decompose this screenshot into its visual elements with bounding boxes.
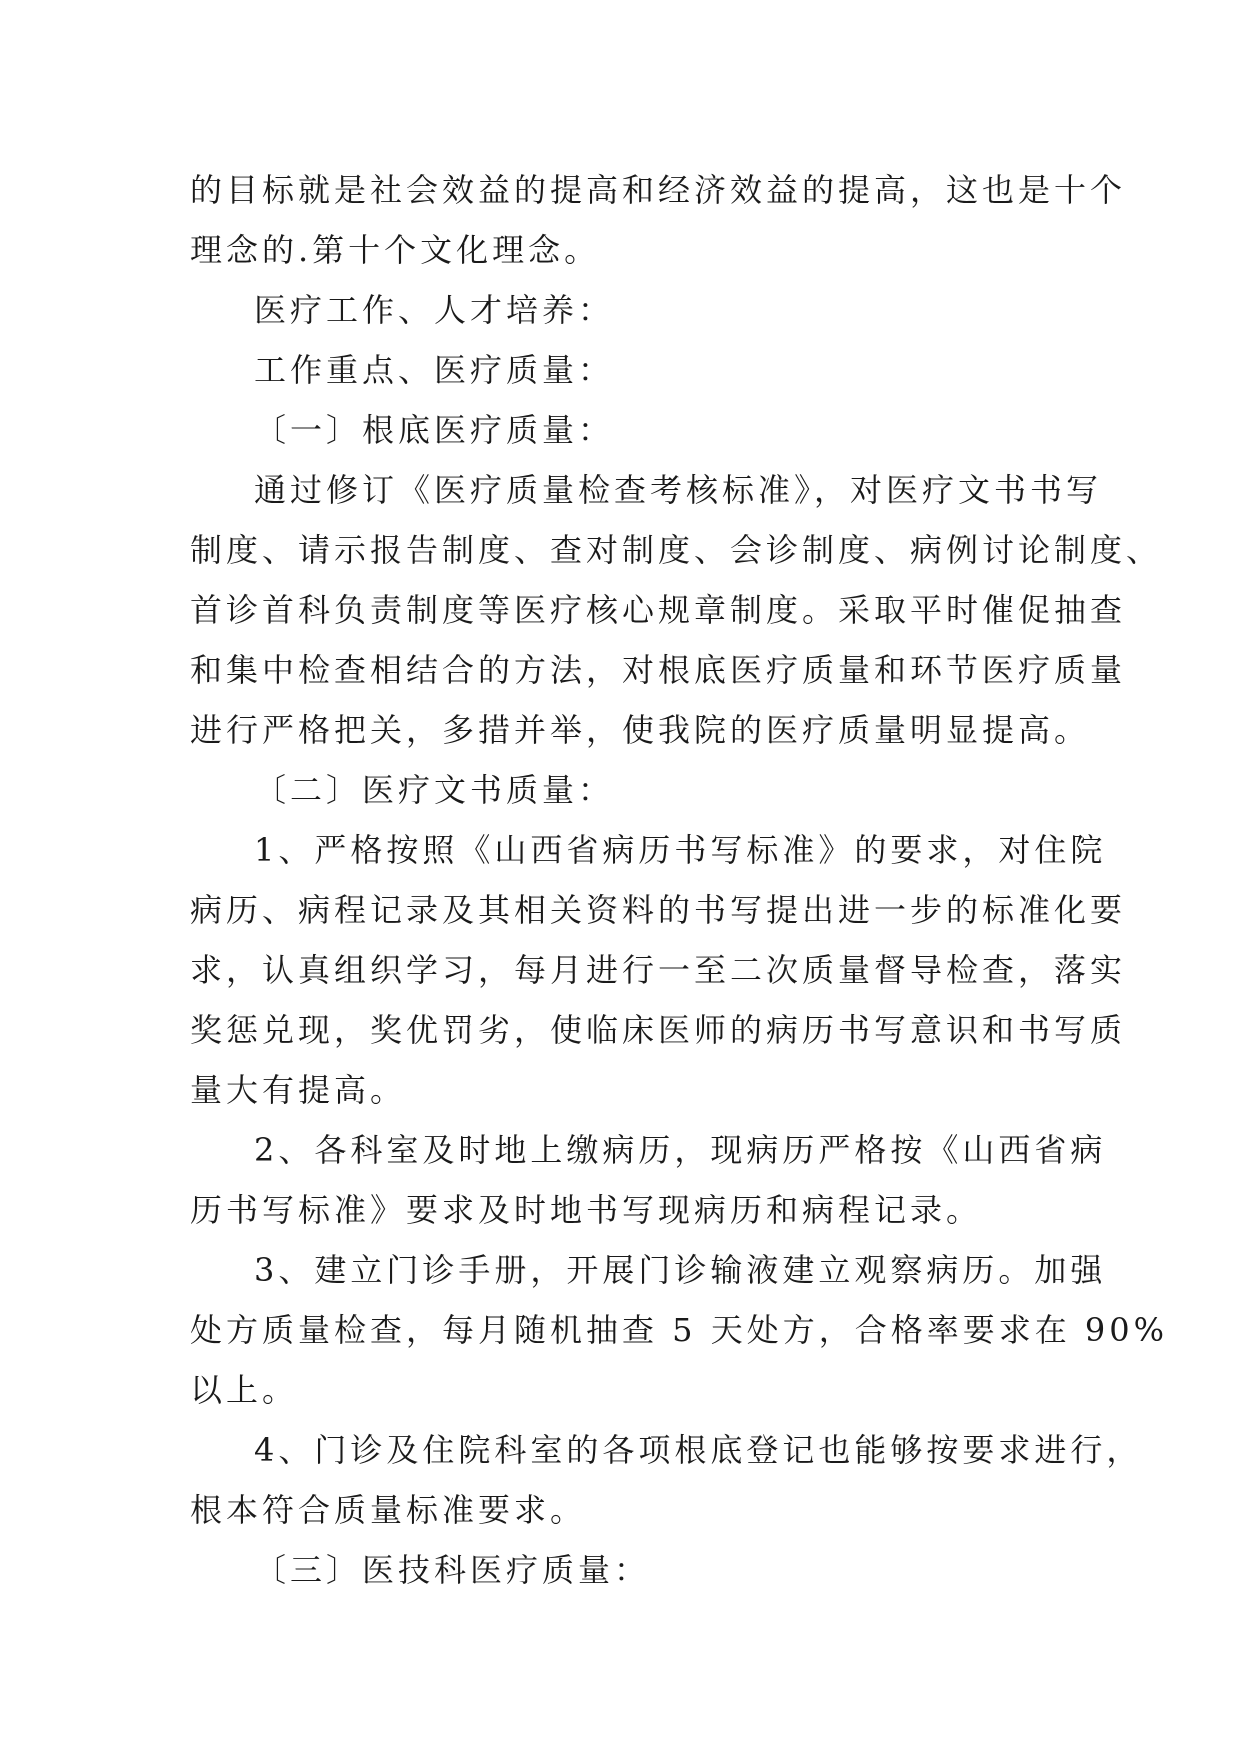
section-heading: 医疗工作、人才培养： — [254, 291, 615, 329]
paragraph-line: 根本符合质量标准要求。 — [190, 1491, 587, 1529]
paragraph-line: 和集中检查相结合的方法，对根底医疗质量和环节医疗质量 — [190, 651, 1127, 689]
paragraph-line: 通过修订《医疗质量检查考核标准》，对医疗文书书写 — [254, 471, 1103, 509]
paragraph-line: 理念的.第十个文化理念。 — [190, 231, 601, 269]
paragraph-line: 病历、病程记录及其相关资料的书写提出进一步的标准化要 — [190, 891, 1127, 929]
paragraph-line: 奖惩兑现，奖优罚劣，使临床医师的病历书写意识和书写质 — [190, 1011, 1127, 1049]
paragraph-line: 3、建立门诊手册，开展门诊输液建立观察病历。加强 — [254, 1251, 1107, 1289]
paragraph-line: 首诊首科负责制度等医疗核心规章制度。采取平时催促抽查 — [190, 591, 1127, 629]
paragraph-line: 进行严格把关，多措并举，使我院的医疗质量明显提高。 — [190, 711, 1091, 749]
paragraph-line: 量大有提高。 — [190, 1071, 407, 1109]
paragraph-line: 处方质量检查，每月随机抽查 5 天处方，合格率要求在 90% — [190, 1311, 1169, 1349]
paragraph-line: 的目标就是社会效益的提高和经济效益的提高，这也是十个 — [190, 171, 1127, 209]
subsection-heading: 〔三〕医技科医疗质量： — [254, 1551, 651, 1589]
paragraph-line: 历书写标准》要求及时地书写现病历和病程记录。 — [190, 1191, 983, 1229]
section-heading: 工作重点、医疗质量： — [254, 351, 615, 389]
paragraph-line: 求，认真组织学习，每月进行一至二次质量督导检查，落实 — [190, 951, 1127, 989]
paragraph-line: 1、严格按照《山西省病历书写标准》的要求，对住院 — [254, 831, 1107, 869]
paragraph-line: 4、门诊及住院科室的各项根底登记也能够按要求进行， — [254, 1431, 1143, 1469]
paragraph-line: 2、各科室及时地上缴病历，现病历严格按《山西省病 — [254, 1131, 1107, 1169]
subsection-heading: 〔二〕医疗文书质量： — [254, 771, 615, 809]
paragraph-line: 制度、请示报告制度、查对制度、会诊制度、病例讨论制度、 — [190, 531, 1163, 569]
document-body — [190, 160, 1169, 1600]
subsection-heading: 〔一〕根底医疗质量： — [254, 411, 615, 449]
paragraph-line: 以上。 — [190, 1371, 299, 1409]
